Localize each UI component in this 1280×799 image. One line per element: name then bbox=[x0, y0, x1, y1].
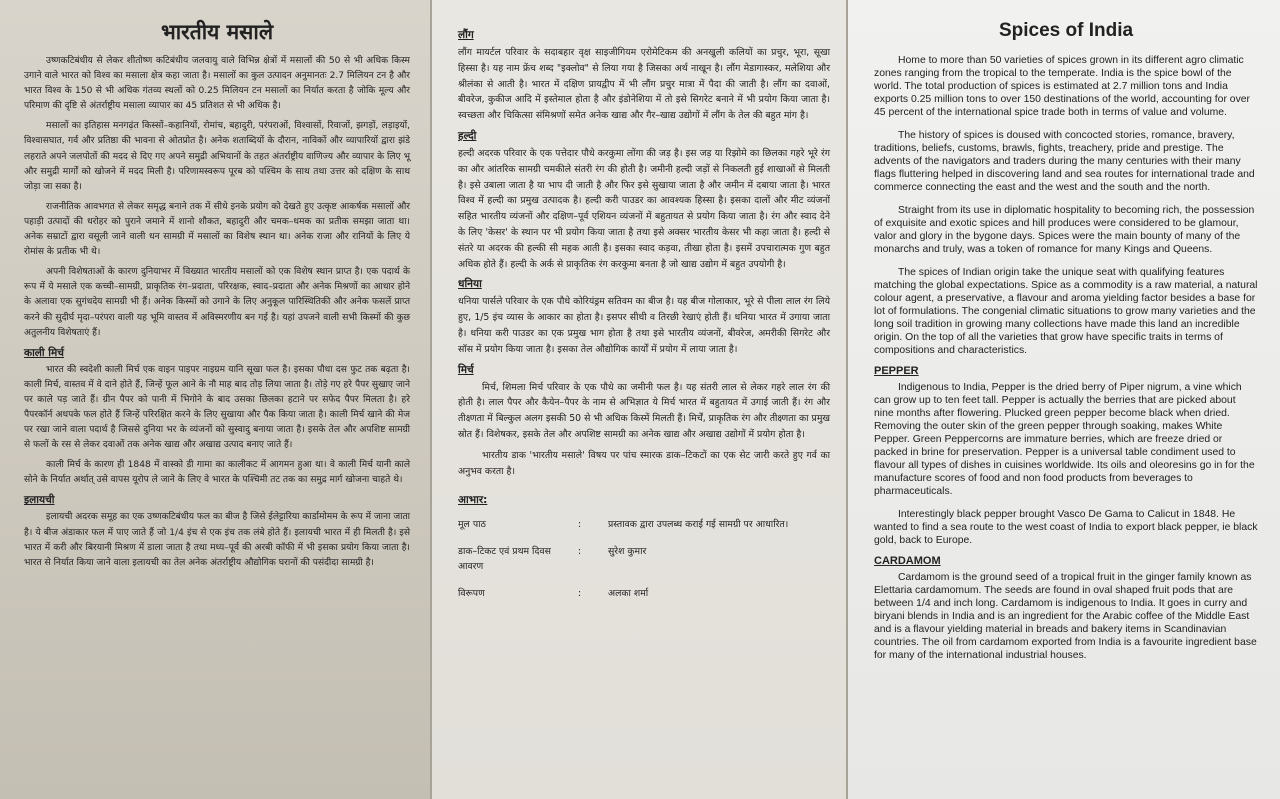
chilli-heading: मिर्च bbox=[458, 363, 474, 376]
english-paragraph: Cardamom is the ground seed of a tropical fruit in the ginger family known as Elettaria cardamomum. The seeds are found in oval shaped fruit pods that are between 1/4 and inch long. Cardamom is indigenous to India. It goes in curry and biryani blends in India and is an ingredient for the Arabic coffee of the Middle East and is a flavour yielding material in breads and bakery items in Scandinavian countries. The oil from cardamom exported from India is a favourite ingredient base for many of the international industrial houses. bbox=[874, 572, 1257, 661]
credit-colon: : bbox=[578, 546, 582, 558]
hindi-paragraph: मसालों का इतिहास मनगढ़ंत किस्सों–कहानियों, रोमांच, बहादुरी, परंपराओं, विश्वासों, रिवाजों, झगड़ों, लड़ाइयों, विश्वासघात, गर्व और प्रतिष्ठा की भावना से ओतप्रोत है। अनेक शताब्दियों के दौरान, नाविकों और व्यापारियों द्वारा झंडे लहराते अपने जलपोतों की मदद से दिए गए अपने समुद्री अभियानों के तहत अंतर्राष्ट्रीय वाणिज्य और व्यापार के लिए भू और समुद्री मार्गों को खोजने में मदद मिली है। परिणामस्वरूप पूरब को पश्चिम के साथ तथा उत्तर को दक्षिण के साथ जोड़ा जा सका है। bbox=[24, 121, 410, 192]
clove-text: लौंग मायर्टल परिवार के सदाबहार वृक्ष साइजीगियम एरोमेटिकम की अनखुली कलियों का प्रचुर, भूरा, सूखा हिस्सा है। यह नाम फ्रेंच शब्द "इक्लोव" से लिया गया है जिसका अर्थ नाखून है। लौंग मेडागास्कर, मलेशिया और श्रीलंका से आती है। भारत में दक्षिण प्रायद्वीप में भी लौंग प्रचुर मात्रा में पैदा की जाती है। लौंग का दवाओं, बीवरेज, कुकीज आदि में इस्तेमाल होता है और इंडोनेशिया में तो इसे सिगरेट बनाने में भी प्रयोग किया जाता है। स्वच्छता और चिकित्सा संमिश्रणों समेत अनेक खाद्य और गैर–खाद्य उद्योगों में लौंग के तेल की बहुत मांग है। bbox=[458, 47, 830, 122]
clove-heading: लौंग bbox=[458, 29, 474, 41]
hindi-paragraph: उष्णकटिबंधीय से लेकर शीतोष्ण कटिबंधीय जलवायु वाले विभिन्न क्षेत्रों में मसालों की 50 से भी अधिक किस्म उगाने वाले भारत को विश्व का मसाला क्षेत्र कहा जाता है। मसालों का कुल उत्पादन अनुमानतः 2.7 मिलियन टन है और भारत विश्व के 150 से भी अधिक गंतव्य स्थलों को 0.25 मिलियन टन मसालों का निर्यात करता है जोकि मूल्य और परिमाण की दृष्टि से अंतर्राष्ट्रीय मसाला व्यापार का 45 प्रतिशत से भी अधिक है। bbox=[24, 56, 410, 112]
english-paragraph: Home to more than 50 varieties of spices grown in its different agro climatic zones ranging from the tropical to the temperate. India is the spice bowl of the world. The total production of spices is estimated at 2.7 million tons and India exports 0.25 million tons to over 150 destinations of the world, accounting for over 45 percent of the international spice trade both in terms of value and volume. bbox=[874, 55, 1251, 118]
english-panel bbox=[848, 0, 1280, 799]
credit-colon: : bbox=[578, 519, 582, 531]
hindi-spices-panel bbox=[432, 0, 846, 799]
hindi-paragraph: राजनीतिक आवभगत से लेकर समृद्ध बनाने तक में सीधे इनके प्रयोग को देखते हुए उत्कृष्ट आकर्षक मसालों और पहाड़ी उत्पादों की धरोहर को पुराने जमाने में शानो शौकत, बहादुरी और चमक–धमक का प्रतीक समझा जाता था। अनेक सम्राटों द्वारा वसूली जाने वाली धन सामग्री में मसालों का विशेष स्थान था। अनेक राजा और रानियों के लिए ये रोमांस के प्रतीक भी थे। bbox=[24, 201, 410, 258]
credit-value: अलका शर्मा bbox=[608, 588, 649, 600]
english-paragraph: Indigenous to India, Pepper is the dried berry of Piper nigrum, a vine which can grow up to ten feet tall. Pepper is actually the berries that are picked about nine months after flowering. Plucked green pepper become black when dried. Removing the outer skin of the green pepper through soaking, makes White Pepper. Green Peppercorns are immature berries, which are freeze dried or packed in brine for preservation. Pepper is a universal table condiment used to flavour all types of dishes in cuisines worldwide. Its oils and oleoresins go in for the manufacture scores of food and non food products from beverages to pharmaceuticals. bbox=[874, 382, 1255, 497]
credit-key: विरूपण bbox=[458, 588, 485, 600]
english-paragraph: The spices of Indian origin take the unique seat with qualifying features matching the global expectations. Spice as a commodity is a raw material, a natural colour agent, a preservative, a flavour and aroma yielding factor besides a base for lot of formulations. The congenial climatic situations to grow many varieties and the long soil tradition in growing many collections have made this land an incredible origin. On the top of all the varieties that grow have specific traits in terms of compositions and characteristics. bbox=[874, 267, 1258, 356]
credit-row bbox=[458, 517, 830, 532]
hindi-paragraph: भारत की स्वदेशी काली मिर्च एक वाइन पाइपर नाइग्रम यानि सूखा फल है। इसका पौधा दस फुट तक बढ़ता है। काली मिर्च, वास्तव में वे दाने होते हैं, जिन्हें फूल आने के नौ माह बाद तोड़ लिया जाता है। तोड़े गए हरे पैपर सुखाए जाने पर काले पड़ जाते हैं। ग्रीन पैपर को पानी में भिगोने के बाद उसका छिलका हटाने पर सफेद पैपर मिलता है। हरे पैपरकॉर्न अधपके फल होते हैं जिन्हें परिरक्षित करने के लिए सुखाया और पैक किया जाता है। काली मिर्च खाने की मेज पर रखा जाने वाला पदार्थ है जिससे दुनिया भर के व्यंजनों को सुस्वादु बनाया जाता है। इसके तेल और अपशिष्ट सामग्री से फलों के रस से लेकर दवाओं तक अनेक खाद्य और अखाद्य उत्पाद बनाए जाते हैं। bbox=[24, 364, 410, 451]
english-title: Spices of India bbox=[998, 20, 1134, 41]
chilli-text: मिर्च, शिमला मिर्च परिवार के एक पौधे का जमीनी फल है। यह संतरी लाल से लेकर गहरे लाल रंग की होती है। लाल पैपर और कैयेन–पैपर के नाम से अभिज्ञात ये मिर्च भारत में बहुतायत में उगाई जाती हैं। रंग और तीक्ष्णता में बिल्कुल अलग इसकी 50 से भी अधिक किस्में मिलती हैं। मिर्चें, प्राकृतिक रंग और तीक्ष्णता का प्रमुख स्रोत हैं। विशेषकर, इसके तेल और अपशिष्ट सामग्री का अनेक खाद्य और अखाद्य उद्योगों में प्रयोग होता है। bbox=[458, 381, 830, 440]
credits-heading: आभार: bbox=[458, 494, 488, 507]
credits-block bbox=[458, 493, 830, 601]
hindi-paragraph: काली मिर्च के कारण ही 1848 में वास्को डी गामा का कालीकट में आगमन हुआ था। वे काली मिर्च यानी काले सोने के निर्यात अर्थात् उसे वापस यूरोप ले जाने के लिए वे भारत के पश्चिमी तट तक का समुद्र मार्ग खोजना चाहते थे। bbox=[24, 460, 410, 486]
credit-key: मूल पाठ bbox=[458, 519, 486, 531]
english-paragraph: The history of spices is doused with concocted stories, romance, bravery, traditions, beliefs, customs, brawls, fights, treachery, pride and prestige. The advents of the navigators and traders during the many centuries with their many flags fluttering helped in discovering land and sea routes for international trade and commerce connecting the east and the west and the south and the north. bbox=[874, 130, 1255, 193]
hindi-title: भारतीय मसाले bbox=[160, 19, 274, 44]
english-paragraph: Straight from its use in diplomatic hospitality to becoming rich, the possession of exquisite and exotic spices and hill produces were considered to be glamour, valor and glory in the bygone days. Spices were the main bounty of many of the monarchs and truly, was a token of romance for many Kings and Queens. bbox=[874, 205, 1255, 255]
credit-key: डाक–टिकट एवं प्रथम दिवस आवरण bbox=[458, 546, 551, 573]
hindi-cardamom-heading: इलायची bbox=[24, 494, 55, 507]
english-cardamom-heading: CARDAMOM bbox=[874, 555, 941, 567]
stamp-note: भारतीय डाक 'भारतीय मसाले' विषय पर पांच स्मारक डाक–टिकटों का एक सेट जारी करते हुए गर्व का अनुभव करता है। bbox=[458, 449, 830, 477]
turmeric-heading: हल्दी bbox=[458, 129, 477, 142]
credit-row bbox=[458, 544, 830, 574]
hindi-paragraph: इलायची अदरक समूह का एक उष्णकटिबंधीय फल का बीज है जिसे ईलेट्टारिया कार्डामोमम के रूप में जाना जाता है। ये बीज अंडाकार फल में पाए जाते हैं जो 1/4 इंच से एक इंच तक लंबे होते हैं। इलायची भारत में ही मिलती है। इसे भारत में करी और बिरयानी मिश्रण में डाला जाता है तथा मध्य–पूर्व की अरबी कॉफी में भी इसका प्रयोग किया जाता है। भारत से निर्यात किया जाने वाला इलायची का तेल अनेक अंतर्राष्ट्रीय औद्योगिक घरानों की पसंदीदा सामग्री है। bbox=[24, 512, 410, 568]
english-paragraph: Interestingly black pepper brought Vasco De Gama to Calicut in 1848. He wanted to find a sea route to the west coast of India to export black pepper, ie black gold, back to Europe. bbox=[874, 509, 1258, 546]
hindi-paragraph: अपनी विशेषताओं के कारण दुनियाभर में विख्यात भारतीय मसालों को एक विशेष स्थान प्राप्त है। एक पदार्थ के रूप में ये मसाले एक कच्ची–सामग्री, प्राकृतिक रंग–प्रदाता, परिरक्षक, स्वाद–प्रदाता और अनेक मिश्रणों का आधार होने के अलावा एक सुगंधदेय सामग्री भी हैं। अनेक किस्मों को उगाने के लिए अनुकूल पारिस्थितिकी और अनेक फसलें प्राप्त करने की सुदीर्घ मृदा–परंपरा वाली यह भूमि वास्तव में अविस्मरणीय बन गई है। यहां उपजने वाली सभी किस्मों की कुछ अतुलनीय विशेषताएं हैं। bbox=[24, 267, 410, 338]
english-pepper-heading: PEPPER bbox=[874, 365, 919, 377]
credit-value: प्रस्तावक द्वारा उपलब्ध कराई गई सामग्री पर आधारित। bbox=[608, 519, 789, 531]
hindi-intro-panel bbox=[0, 0, 430, 799]
credit-row bbox=[458, 586, 830, 601]
credit-value: सुरेश कुमार bbox=[608, 546, 647, 558]
coriander-text: धनिया पार्सले परिवार के एक पौधे कोरियंड्रम सतिवम का बीज है। यह बीज गोलाकार, भूरे से पीला लाल रंग लिये हुए, 1/5 इंच व्यास के आकार का होता है। इसपर सीधी व तिरछी रेखाएं होती हैं। धनिया भारत में उगाया जाता है। धनिया करी पाउडर का एक प्रमुख भाग होता है तथा इसे भारतीय व्यंजनों, बीवरेज, अमरीकी सिगरेट और सॉस में प्रयोग किया जाता है। इसका तेल औद्योगिक कार्यों में प्रयोग में लाया जाता है। bbox=[458, 296, 830, 355]
coriander-heading: धनिया bbox=[458, 278, 482, 291]
hindi-pepper-heading: काली मिर्च bbox=[24, 346, 64, 359]
credit-colon: : bbox=[578, 588, 582, 600]
turmeric-text: हल्दी अदरक परिवार के एक पत्तेदार पौधे करकुमा लोंगा की जड़ है। इस जड़ या रिझोमे का छिलका गहरे भूरे रंग का और आंतरिक सामग्री चमकीले संतरी रंग की होती है। जमीनी हल्दी जड़ों से निकलती हुई शाखाओं से मिलती है। इसे उबाला जाता है या भाप दी जाती है और फिर इसे सुखाया जाता है और जमीन में दबाया जाता है। भारत विश्व में हल्दी का प्रमुख उत्पादक है। हल्दी करी पाउडर का आवश्यक हिस्सा है। इसका दालों और मीट व्यंजनों सहित भारतीय व्यंजनों और दक्षिण–पूर्व एशियन व्यंजनों में बहुतायत से प्रयोग किया जाता है। रंग और स्वाद देने के लिए 'केसर' के स्थान पर भी प्रयोग किया जाता है तथा इसे अक्सर भारतीय केसर भी कहा जाता है। हल्दी से संतरे या अदरक की हल्की सी महक आती है। इसका स्वाद कड़वा, तीखा होता है। इसमें उपचारात्मक गुण बहुत अधिक होते हैं। हल्दी के अर्क से प्राकृतिक रंग करकुमा बनता है जो खाद्य उद्योग में बहुत उपयोगी है। bbox=[458, 147, 830, 270]
